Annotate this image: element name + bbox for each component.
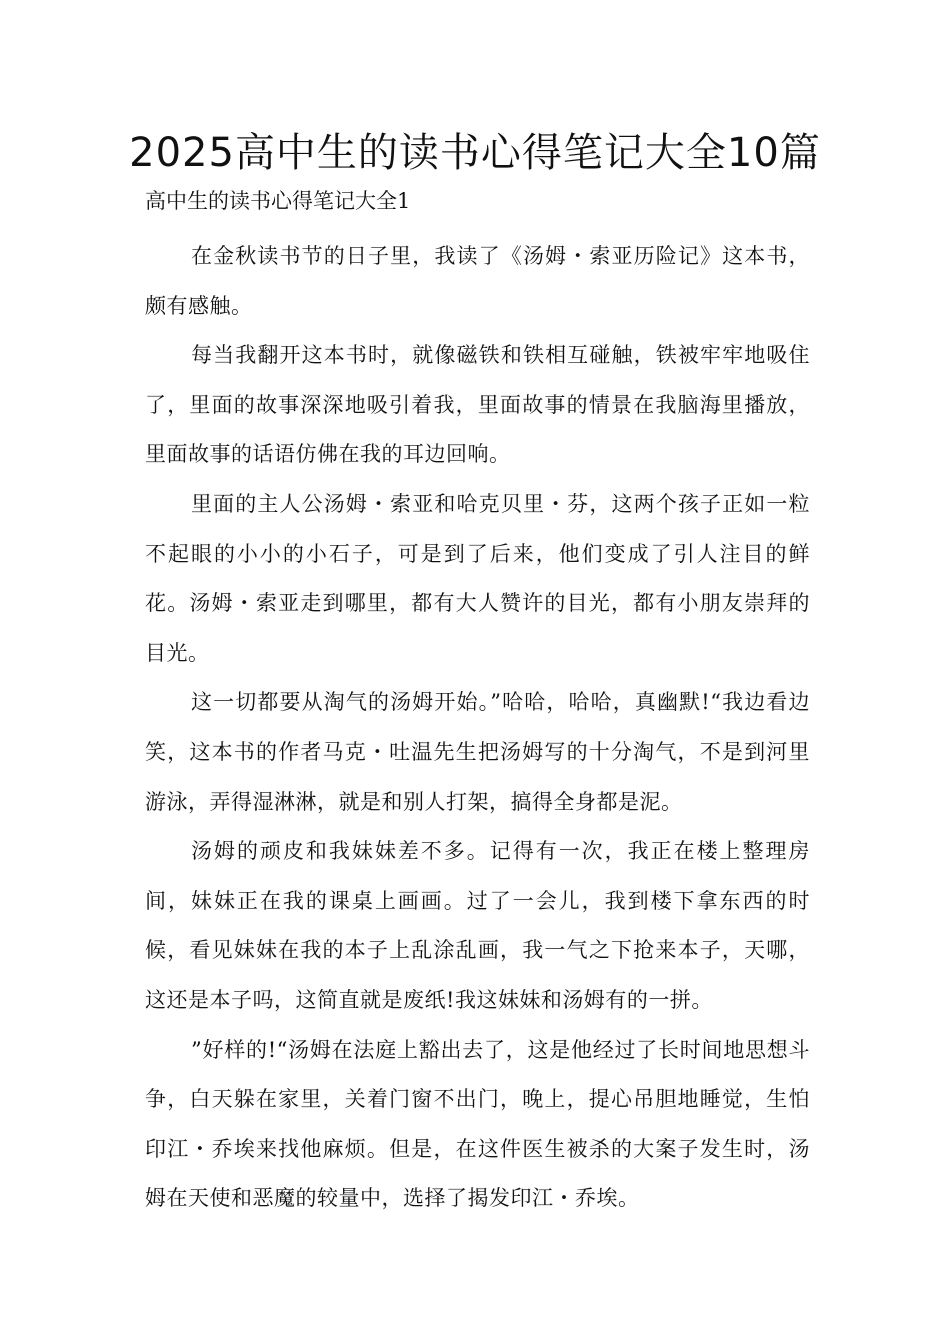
paragraph: ”好样的!“汤姆在法庭上豁出去了，这是他经过了长时间地思想斗争，白天躲在家里，关着门窗不出门，晚上，提心吊胆地睡觉，生怕印江・乔埃来找他麻烦。但是，在这件医生被杀的大案子发生时，汤姆在天使和恶魔的较量中，选择了揭发印江・乔埃。	[145, 1037, 810, 1211]
paragraph: 里面的主人公汤姆・索亚和哈克贝里・芬，这两个孩子正如一粒不起眼的小小的小石子，可是到了后来，他们变成了引人注目的鲜花。汤姆・索亚走到哪里，都有大人赞许的目光，都有小朋友崇拜的目光。	[145, 491, 810, 665]
paragraph: 每当我翻开这本书时，就像磁铁和铁相互碰触，铁被牢牢地吸住了，里面的故事深深地吸引着我，里面故事的情景在我脑海里播放，里面故事的话语仿佛在我的耳边回响。	[145, 343, 810, 467]
paragraph: 这一切都要从淘气的汤姆开始。”哈哈，哈哈，真幽默!“我边看边笑，这本书的作者马克・吐温先生把汤姆写的十分淘气，不是到河里游泳，弄得湿淋淋，就是和别人打架，搞得全身都是泥。	[145, 690, 810, 814]
section-heading: 高中生的读书心得笔记大全1	[145, 189, 411, 213]
document-title: 2025高中生的读书心得笔记大全10篇	[129, 130, 821, 176]
paragraph: 汤姆的顽皮和我妹妹差不多。记得有一次，我正在楼上整理房间，妹妹正在我的课桌上画画。过了一会儿，我到楼下拿东西的时候，看见妹妹在我的本子上乱涂乱画，我一气之下抢来本子，天哪，这还是本子吗，这简直就是废纸!我这妹妹和汤姆有的一拼。	[145, 839, 810, 1012]
document-body	[145, 232, 810, 1224]
paragraph: 在金秋读书节的日子里，我读了《汤姆・索亚历险记》这本书，颇有感触。	[145, 244, 810, 318]
